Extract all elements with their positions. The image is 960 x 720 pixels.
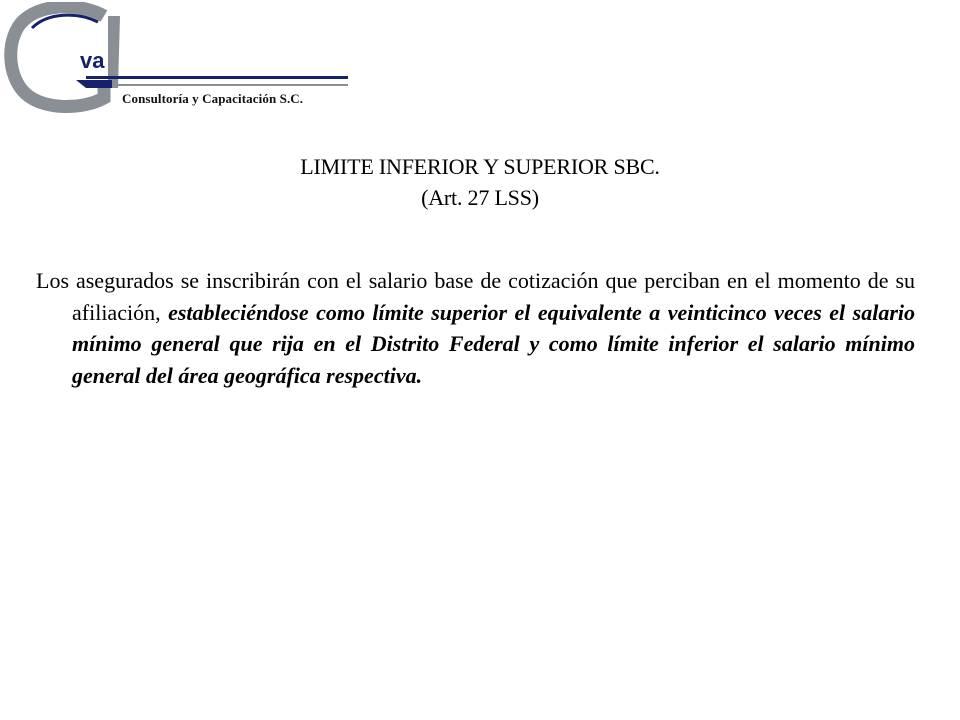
logo-letters: va: [80, 48, 105, 73]
paragraph-plain-text: Los asegurados se inscribirán con el salario base de cotización que perciban en el momento de su afiliación,: [36, 268, 915, 325]
company-logo: [4, 2, 354, 114]
logo-company-name: Consultoría y Capacitación S.C.: [122, 91, 304, 106]
page-title: [0, 151, 960, 213]
body-paragraph: [36, 265, 915, 391]
title-line-1: LIMITE INFERIOR Y SUPERIOR SBC.: [300, 154, 660, 179]
title-line-2: (Art. 27 LSS): [421, 185, 539, 210]
paragraph-emphasis-text: estableciéndose como límite superior el equivalente a veinticinco veces el salario mínimo general que rija en el Distrito Federal y como límite inferior el salario mínimo general del área geográfica respectiva.: [72, 299, 915, 388]
